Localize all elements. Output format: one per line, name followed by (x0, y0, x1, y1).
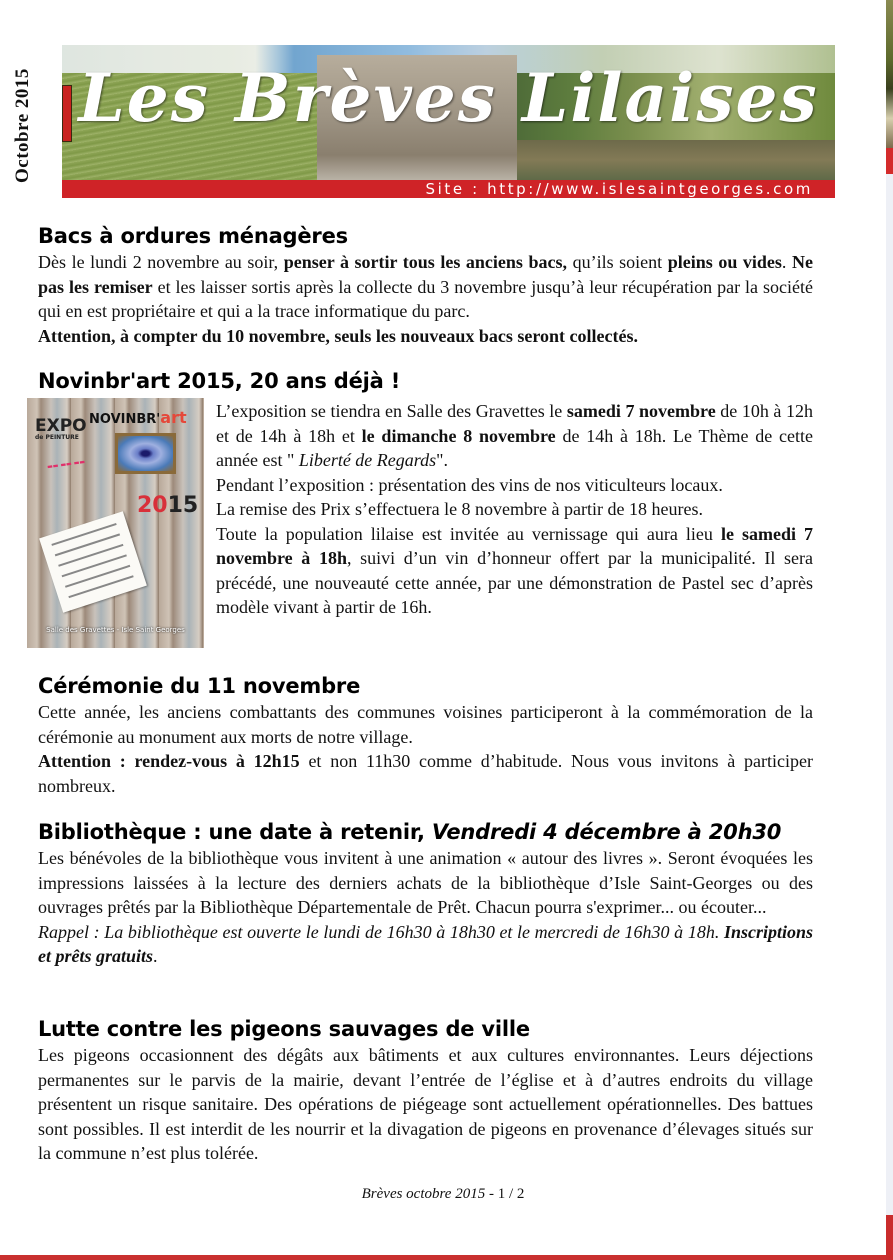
text-run: et non 11h30 comme d’habitude. Nous vous invitons à participer nombreux. (38, 751, 813, 796)
text-run: Dès le lundi 2 novembre au soir, (38, 252, 284, 272)
bold-run: samedi 7 novembre (566, 401, 716, 421)
section-title (38, 818, 813, 846)
poster-expo-label: EXPO de PEINTURE (35, 416, 87, 441)
text-run: qu’ils soient (567, 252, 668, 272)
section-pigeons (38, 1015, 813, 1166)
poster-venue: Salle des Gravettes - Isle Saint Georges (46, 626, 185, 634)
text-run: ". (436, 450, 448, 470)
next-page-bottom-bar (886, 1215, 893, 1260)
text-run: . (153, 946, 158, 966)
poster-tagline: ▬▬ ▬▬ ▬▬ (46, 458, 86, 471)
banner-river-photo (517, 140, 835, 180)
title-date: Vendredi 4 décembre à 20h30 (431, 820, 782, 844)
text-run: de 14h à 18h. Le Thème de cette année est " (216, 425, 814, 470)
bold-run: Ne pas les remiser (38, 252, 813, 297)
poster-year: 2015 (137, 493, 199, 518)
page-bottom-bar (0, 1255, 886, 1260)
page-number: - 1 / 2 (485, 1186, 525, 1202)
poster-eye-icon (115, 433, 176, 474)
section-title: Novinbr'art 2015, 20 ans déjà ! (38, 369, 401, 393)
section-novinbrart (35, 367, 814, 675)
issue-month-label: Octobre 2015 (12, 68, 33, 183)
poster-brand: NOVINBR'art (89, 408, 187, 427)
bold-run: pleins ou vides (667, 252, 782, 272)
site-url-bar (62, 180, 835, 198)
next-page-edge (886, 0, 893, 1260)
bold-run: Attention, à compter du 10 novembre, seuls les nouveaux bacs seront collectés. (38, 325, 638, 346)
exhibition-poster-image (27, 398, 204, 648)
next-page-site-bar (886, 148, 893, 174)
bold-run: Attention : rendez-vous à 12h15 (38, 751, 300, 771)
newsletter-title: Les Brèves Lilaises (78, 59, 819, 137)
text-run: et les laisser sortis après la collecte du 3 novembre jusqu’à leur récupération par la société qui en est propriétaire et qui a la trace informatique du parc. (38, 276, 813, 321)
section-text (216, 395, 813, 620)
text-run: de 10h à 12h et de 14h à 18h et (216, 401, 813, 446)
section-paragraph (38, 920, 813, 969)
poster-schedule-card (39, 511, 147, 612)
site-url-link[interactable]: Site : http://www.islesaintgeorges.com (425, 180, 813, 198)
section-bibliotheque (38, 818, 813, 969)
bold-italic-run: Inscriptions et prêts gratuits (38, 921, 813, 966)
section-body (35, 395, 814, 675)
section-paragraph: Les pigeons occasionnent des dégâts aux bâtiments et aux cultures environnantes. Leurs déjections permanentes sur le parvis de la mairie, devant l’entrée de l’église et à d’autres endroits du village présentent un risque sanitaire. Des opérations de piégeage sont actuellement opérationnelles. Des battues sont possibles. Il est interdit de les nourrir et la divagation de pigeons en provenance d’élevages situés sur la commune n’est plus tolérée. (38, 1045, 813, 1163)
section-paragraph: Cette année, les anciens combattants des communes voisines participeront à la commémoration de la cérémonie au monument aux morts de notre village. (38, 702, 813, 747)
footer-label: Brèves octobre 2015 (361, 1186, 486, 1202)
bold-run: penser à sortir tous les anciens bacs, (283, 252, 568, 272)
section-paragraph (38, 250, 813, 324)
section-ceremonie (38, 672, 813, 798)
italic-run: Rappel : La bibliothèque est ouverte le lundi de 16h30 à 18h30 et le mercredi de 16h30 à 18h. (38, 921, 724, 942)
section-paragraph (38, 324, 813, 349)
bold-run: le samedi 7 novembre à 18h (216, 523, 813, 568)
section-paragraph: Pendant l’exposition : présentation des vins de nos viticulteurs locaux. (216, 474, 723, 495)
page-footer (0, 1186, 886, 1203)
section-paragraph: La remise des Prix s’effectuera le 8 novembre à partir de 18 heures. (216, 499, 703, 519)
section-paragraph: Les bénévoles de la bibliothèque vous invitent à une animation « autour des livres ». Seront évoquées les impressions laissées à la lecture des derniers achats de la bibliothèque d’Isle Saint-Georges ou des ouvrages prêtés par la Bibliothèque Départementale de Prêt. Chacun pourra s'exprimer... ou écouter... (38, 848, 813, 917)
section-paragraph (216, 522, 813, 620)
text-run: Toute la population lilaise est invitée au vernissage qui aura lieu (216, 523, 721, 544)
next-page-banner-photo (886, 0, 893, 148)
header-banner (62, 45, 835, 180)
section-bacs (38, 222, 813, 348)
section-title: Lutte contre les pigeons sauvages de ville (38, 1017, 530, 1041)
section-paragraph (38, 749, 813, 798)
section-paragraph (216, 399, 813, 473)
section-title: Cérémonie du 11 novembre (38, 674, 361, 698)
title-run: Bibliothèque : une date à retenir, (38, 820, 432, 844)
text-run: , suivi d’un vin d’honneur offert par la municipalité. Il sera précédé, une nouveauté cette année, par une démonstration de Pastel sec d’après modèle vivant à partir de 16h. (216, 548, 813, 617)
bold-run: le dimanche 8 novembre (361, 425, 556, 446)
text-run: . (781, 252, 792, 272)
italic-run: Liberté de Regards (298, 450, 437, 470)
text-run: L’exposition se tiendra en Salle des Gravettes le (216, 401, 567, 421)
section-title: Bacs à ordures ménagères (38, 224, 348, 248)
